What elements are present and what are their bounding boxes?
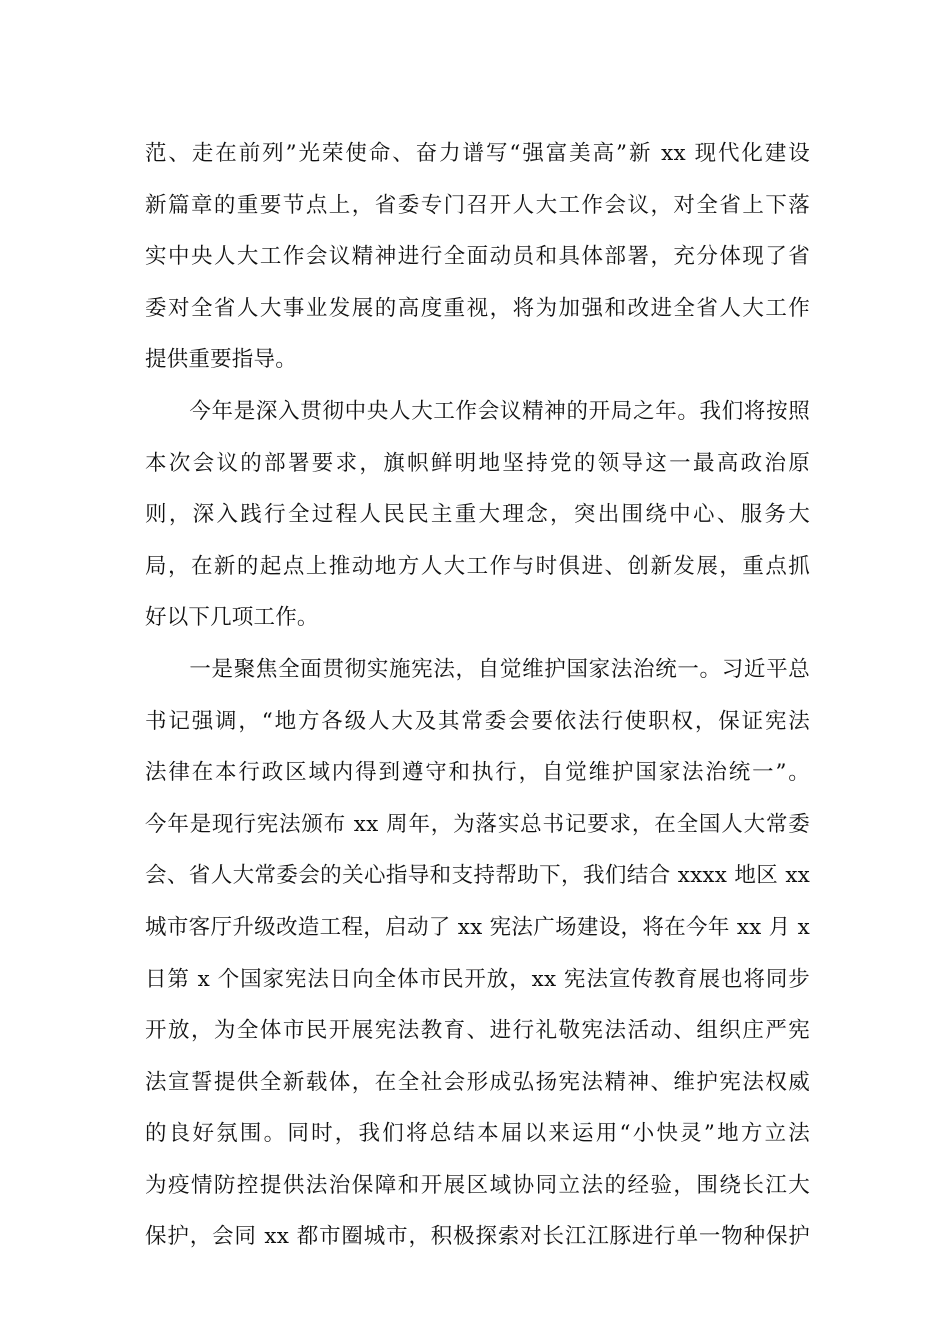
text-line: 保护，会同 xx 都市圈城市，积极探索对长江江豚进行单一物种保护 — [145, 1224, 810, 1250]
paragraph-1 — [145, 128, 810, 386]
text-line: 一是聚焦全面贯彻实施宪法，自觉维护国家法治统一。习近平总 — [145, 656, 810, 682]
text-line: 好以下几项工作。 — [145, 605, 319, 631]
paragraph-2 — [145, 386, 810, 644]
paragraph-3 — [145, 644, 810, 1263]
text-line: 的良好氛围。同时，我们将总结本届以来运用“小快灵”地方立法 — [145, 1121, 810, 1147]
text-line: 日第 x 个国家宪法日向全体市民开放，xx 宪法宣传教育展也将同步 — [145, 966, 810, 992]
text-line: 范、走在前列”光荣使命、奋力谱写“强富美高”新 xx 现代化建设 — [145, 141, 810, 166]
text-line: 书记强调，“地方各级人大及其常委会要依法行使职权，保证宪法 — [145, 708, 810, 734]
text-line: 今年是现行宪法颁布 xx 周年，为落实总书记要求，在全国人大常委 — [145, 811, 810, 837]
text-line: 委对全省人大事业发展的高度重视，将为加强和改进全省人大工作 — [145, 295, 810, 321]
text-line: 实中央人大工作会议精神进行全面动员和具体部署，充分体现了省 — [145, 244, 810, 270]
text-line: 局，在新的起点上推动地方人大工作与时俱进、创新发展，重点抓 — [145, 553, 810, 579]
text-line: 为疫情防控提供法治保障和开展区域协同立法的经验，围绕长江大 — [145, 1172, 810, 1198]
text-line: 城市客厅升级改造工程，启动了 xx 宪法广场建设，将在今年 xx 月 x — [145, 914, 810, 940]
text-line: 新篇章的重要节点上，省委专门召开人大工作会议，对全省上下落 — [145, 192, 810, 218]
text-line: 会、省人大常委会的关心指导和支持帮助下，我们结合 xxxx 地区 xx — [145, 863, 810, 889]
text-line: 开放，为全体市民开展宪法教育、进行礼敬宪法活动、组织庄严宪 — [145, 1018, 810, 1044]
text-line: 提供重要指导。 — [145, 347, 297, 373]
text-line: 法宣誓提供全新载体，在全社会形成弘扬宪法精神、维护宪法权威 — [145, 1069, 810, 1095]
text-line: 则，深入践行全过程人民民主重大理念，突出围绕中心、服务大 — [145, 502, 810, 528]
document-body — [145, 128, 810, 1263]
text-line: 本次会议的部署要求，旗帜鲜明地坚持党的领导这一最高政治原 — [145, 450, 810, 476]
text-line: 法律在本行政区域内得到遵守和执行，自觉维护国家法治统一”。 — [145, 760, 810, 786]
text-line: 今年是深入贯彻中央人大工作会议精神的开局之年。我们将按照 — [145, 398, 810, 424]
